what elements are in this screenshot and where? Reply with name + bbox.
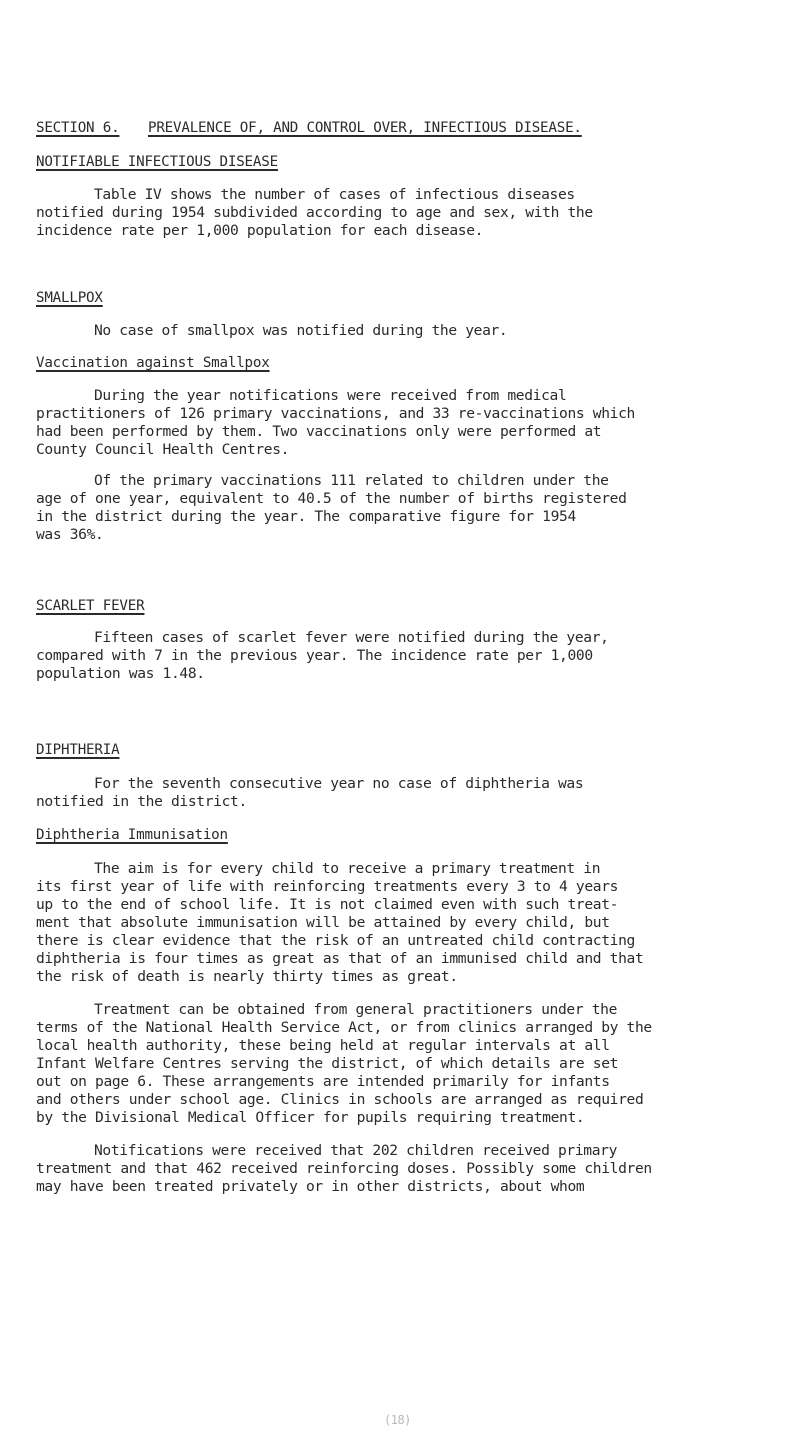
vaccination-para2-line-2: age of one year, equivalent to 40.5 of the number of births registered	[36, 490, 627, 507]
diphtheria-line-1: For the seventh consecutive year no case of diphtheria was	[94, 775, 584, 792]
page-number: (18)	[384, 1413, 411, 1427]
notifiable-line-3: incidence rate per 1,000 population for each disease.	[36, 222, 484, 239]
immunisation-heading: Diphtheria Immunisation	[36, 827, 228, 843]
vaccination-para1-line-2: practitioners of 126 primary vaccinations, and 33 re-vaccinations which	[36, 405, 635, 422]
immunisation-para1-line-5: there is clear evidence that the risk of an untreated child contracting	[36, 932, 635, 949]
immunisation-para2-line-4: Infant Welfare Centres serving the district, of which details are set	[36, 1055, 619, 1072]
vaccination-para1-line-3: had been performed by them. Two vaccinations only were performed at	[36, 423, 602, 440]
notifiable-line-1: Table IV shows the number of cases of infectious diseases	[94, 186, 575, 203]
immunisation-para1-line-3: up to the end of school life. It is not claimed even with such treat-	[36, 896, 619, 913]
diphtheria-heading: DIPHTHERIA	[36, 742, 120, 758]
immunisation-para2-line-6: and others under school age. Clinics in schools are arranged as required	[36, 1091, 644, 1108]
scarlet-fever-line-2: compared with 7 in the previous year. The incidence rate per 1,000	[36, 647, 593, 664]
immunisation-para2-line-1: Treatment can be obtained from general practitioners under the	[94, 1001, 618, 1018]
scarlet-fever-line-1: Fifteen cases of scarlet fever were notified during the year,	[94, 629, 609, 646]
vaccination-para2-line-1: Of the primary vaccinations 111 related to children under the	[94, 472, 609, 489]
vaccination-para1-line-1: During the year notifications were received from medical	[94, 387, 567, 404]
vaccination-heading: Vaccination against Smallpox	[36, 355, 270, 371]
immunisation-para3-line-3: may have been treated privately or in other districts, about whom	[36, 1178, 585, 1195]
scarlet-fever-line-3: population was 1.48.	[36, 665, 205, 682]
immunisation-para1-line-1: The aim is for every child to receive a primary treatment in	[94, 860, 601, 877]
vaccination-para2-line-4: was 36%.	[36, 526, 104, 543]
diphtheria-line-2: notified in the district.	[36, 793, 247, 810]
immunisation-para3-line-1: Notifications were received that 202 children received primary	[94, 1142, 618, 1159]
immunisation-para3-line-2: treatment and that 462 received reinforcing doses. Possibly some children	[36, 1160, 652, 1177]
notifiable-heading: NOTIFIABLE INFECTIOUS DISEASE	[36, 154, 278, 170]
smallpox-line: No case of smallpox was notified during the year.	[94, 322, 508, 339]
immunisation-para2-line-5: out on page 6. These arrangements are intended primarily for infants	[36, 1073, 610, 1090]
scarlet-fever-heading: SCARLET FEVER	[36, 598, 145, 614]
immunisation-para1-line-7: the risk of death is nearly thirty times as great.	[36, 968, 458, 985]
notifiable-line-2: notified during 1954 subdivided according to age and sex, with the	[36, 204, 593, 221]
immunisation-para1-line-6: diphtheria is four times as great as that of an immunised child and that	[36, 950, 644, 967]
vaccination-para2-line-3: in the district during the year. The comparative figure for 1954	[36, 508, 576, 525]
vaccination-para1-line-4: County Council Health Centres.	[36, 441, 290, 458]
immunisation-para2-line-7: by the Divisional Medical Officer for pupils requiring treatment.	[36, 1109, 585, 1126]
smallpox-heading: SMALLPOX	[36, 290, 103, 306]
section-number: SECTION 6.	[36, 120, 120, 136]
immunisation-para1-line-4: ment that absolute immunisation will be attained by every child, but	[36, 914, 610, 931]
immunisation-para2-line-3: local health authority, these being held at regular intervals at all	[36, 1037, 610, 1054]
immunisation-para2-line-2: terms of the National Health Service Act, or from clinics arranged by the	[36, 1019, 652, 1036]
immunisation-para1-line-2: its first year of life with reinforcing treatments every 3 to 4 years	[36, 878, 619, 895]
section-title: PREVALENCE OF, AND CONTROL OVER, INFECTIOUS DISEASE.	[148, 120, 582, 136]
